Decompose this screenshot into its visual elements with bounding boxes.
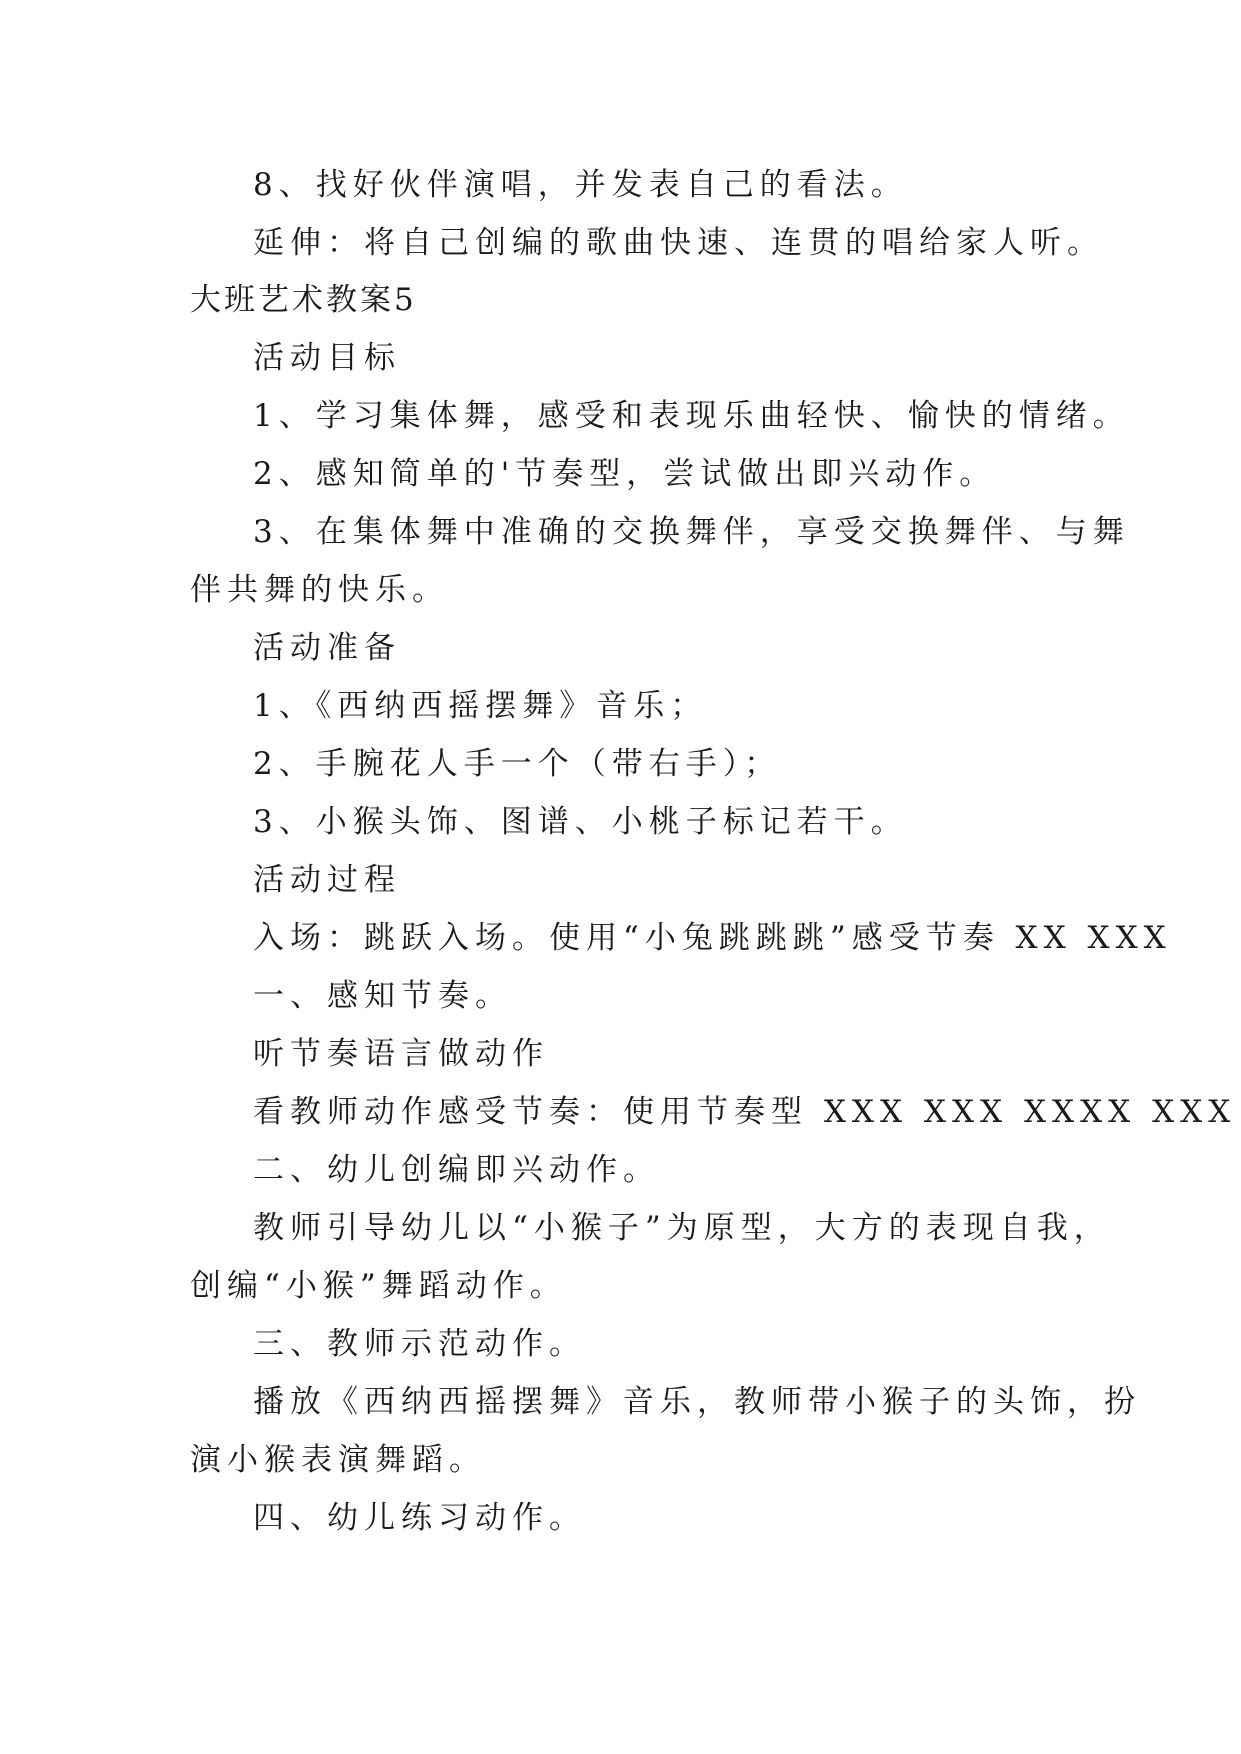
play-music-continuation: 演小猴表演舞蹈。 <box>190 1442 486 1478</box>
goals-heading: 活动目标 <box>253 340 401 376</box>
play-music-text: 播放《西纳西摇摆舞》音乐，教师带小猴子的头饰，扮 <box>253 1384 1141 1420</box>
entrance-text: 入场：跳跃入场。使用“小兔跳跳跳”感受节奏 XX XXX <box>253 920 1172 956</box>
section-title: 大班艺术教案5 <box>190 282 417 318</box>
goal-1-text: 1、学习集体舞，感受和表现乐曲轻快、愉快的情绪。 <box>253 398 1130 434</box>
step-two-heading: 二、幼儿创编即兴动作。 <box>253 1152 660 1188</box>
goal-2-text: 2、感知简单的'节奏型，尝试做出即兴动作。 <box>253 456 997 492</box>
teacher-guide-text: 教师引导幼儿以“小猴子”为原型，大方的表现自我， <box>253 1210 1111 1246</box>
preparation-1-text: 1、《西纳西摇摆舞》音乐； <box>253 688 708 724</box>
process-heading: 活动过程 <box>253 862 401 898</box>
listen-rhythm-text: 听节奏语言做动作 <box>253 1036 549 1072</box>
extension-text: 延伸：将自己创编的歌曲快速、连贯的唱给家人听。 <box>253 225 1104 261</box>
preparation-2-text: 2、手腕花人手一个（带右手）； <box>253 746 782 782</box>
goal-3-continuation: 伴共舞的快乐。 <box>190 572 449 608</box>
step-four-heading: 四、幼儿练习动作。 <box>253 1500 586 1536</box>
step-8-text: 8、找好伙伴演唱，并发表自己的看法。 <box>253 167 908 203</box>
teacher-guide-continuation: 创编“小猴”舞蹈动作。 <box>190 1268 567 1304</box>
preparation-heading: 活动准备 <box>253 630 401 666</box>
watch-teacher-text: 看教师动作感受节奏：使用节奏型 XXX XXX XXXX XXX <box>253 1094 1237 1130</box>
goal-3-text: 3、在集体舞中准确的交换舞伴，享受交换舞伴、与舞 <box>253 514 1130 550</box>
step-three-heading: 三、教师示范动作。 <box>253 1326 586 1362</box>
step-one-heading: 一、感知节奏。 <box>253 978 512 1014</box>
preparation-3-text: 3、小猴头饰、图谱、小桃子标记若干。 <box>253 804 908 840</box>
